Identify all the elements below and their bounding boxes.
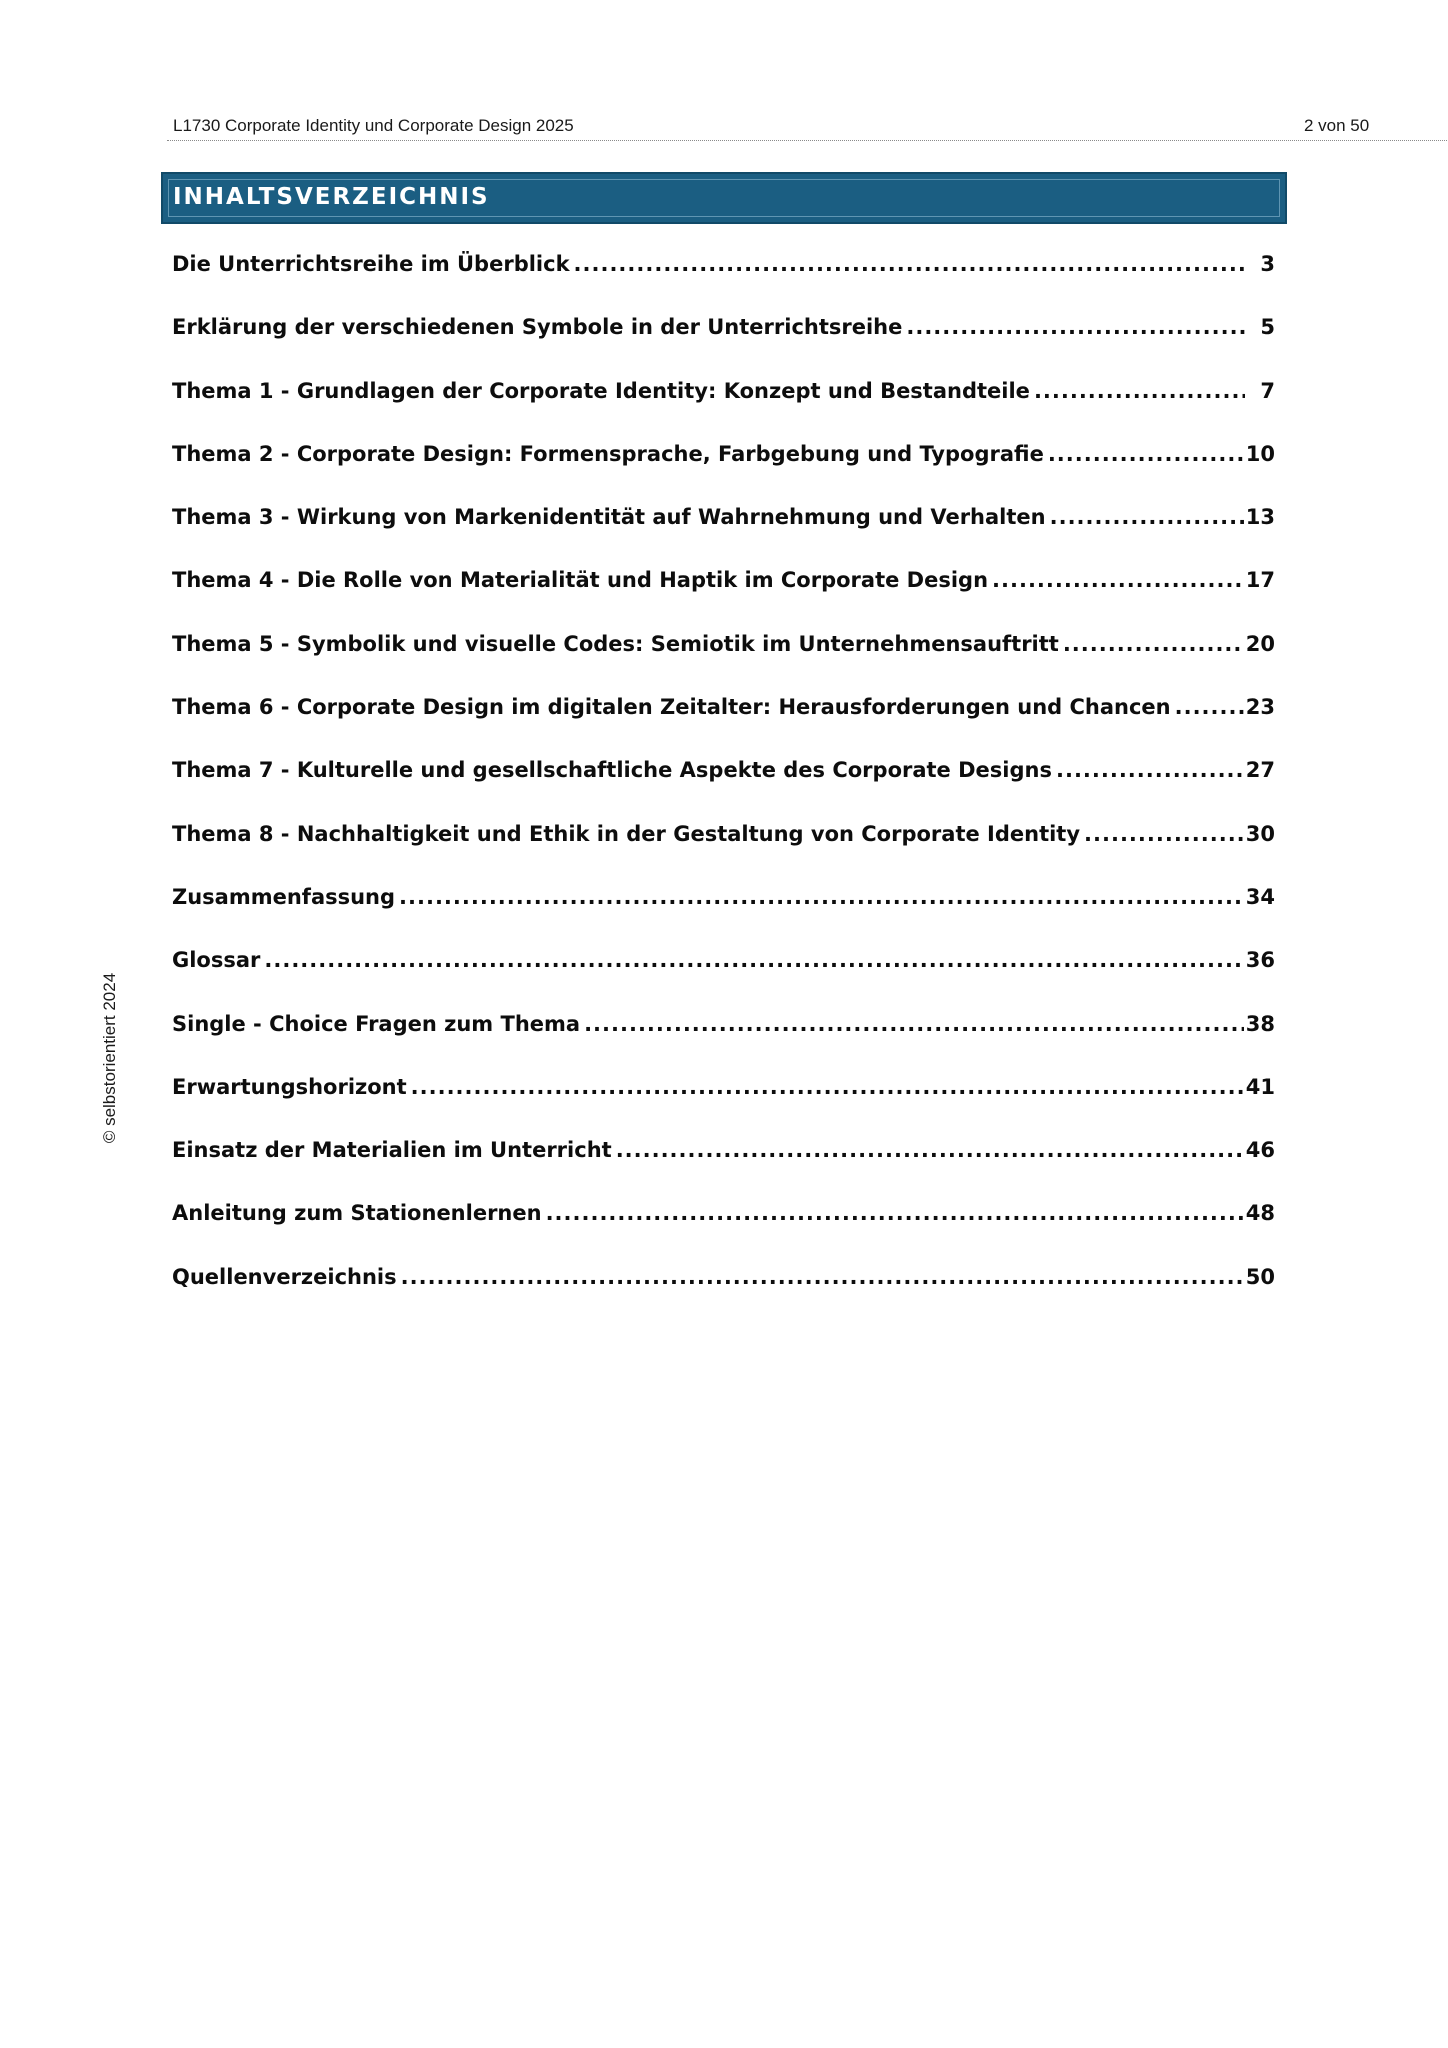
toc-heading: INHALTSVERZEICHNIS: [173, 184, 490, 210]
toc-entry-page: 13: [1245, 505, 1275, 530]
toc-entry-label: Thema 1 - Grundlagen der Corporate Identity: Konzept und Bestandteile: [172, 378, 1030, 403]
toc-entry[interactable]: [172, 1265, 1275, 1328]
toc-entry[interactable]: [172, 948, 1275, 1011]
toc-entry-label: Thema 4 - Die Rolle von Materialität und Haptik im Corporate Design: [172, 568, 989, 593]
toc-dot-leader: [1050, 505, 1244, 529]
toc-entry-page: 10: [1245, 441, 1275, 466]
toc-entry-page: 20: [1245, 631, 1275, 656]
toc-dot-leader: [401, 1265, 1244, 1289]
toc-entry-page: 30: [1245, 821, 1275, 846]
toc-entry-label: Die Unterrichtsreihe im Überblick: [172, 252, 570, 276]
toc-entry-label: Einsatz der Materialien im Unterricht: [172, 1138, 612, 1163]
toc-entry-page: 50: [1245, 1264, 1275, 1289]
page-header: [167, 112, 1447, 141]
toc-entry[interactable]: [172, 1201, 1275, 1264]
toc-entry[interactable]: [172, 1138, 1275, 1201]
toc-entry-page: 46: [1245, 1138, 1275, 1163]
toc-entry-page: 7: [1260, 378, 1275, 403]
toc-entry[interactable]: [172, 568, 1275, 631]
toc-entry-label: Anleitung zum Stationenlernen: [172, 1201, 542, 1226]
toc-entry-page: 5: [1260, 315, 1275, 340]
toc-dot-leader: [616, 1138, 1244, 1162]
toc-dot-leader: [1175, 695, 1244, 719]
document-title: L1730 Corporate Identity und Corporate Design 2025: [173, 116, 574, 135]
toc-dot-leader: [264, 948, 1243, 972]
toc-entry[interactable]: [172, 758, 1275, 821]
toc-dot-leader: [1084, 822, 1244, 846]
toc-entry-page: 41: [1245, 1074, 1275, 1099]
toc-entry[interactable]: [172, 252, 1275, 315]
toc-entry-page: 34: [1245, 884, 1275, 909]
toc-entry-label: Thema 8 - Nachhaltigkeit und Ethik in der Gestaltung von Corporate Identity: [172, 821, 1081, 846]
toc-dot-leader: [399, 885, 1244, 909]
toc-entry-label: Thema 7 - Kulturelle und gesellschaftliche Aspekte des Corporate Designs: [172, 758, 1052, 783]
toc-entry-page: 36: [1245, 948, 1275, 973]
toc-entry-label: Erwartungshorizont: [172, 1074, 407, 1099]
toc-entry-page: 3: [1260, 252, 1275, 276]
toc-dot-leader: [992, 568, 1244, 592]
toc-dot-leader: [1048, 442, 1244, 466]
toc-entry-page: 23: [1245, 695, 1275, 720]
toc-dot-leader: [584, 1012, 1244, 1036]
toc-entry-label: Thema 6 - Corporate Design im digitalen Zeitalter: Herausforderungen und Chancen: [172, 695, 1171, 720]
toc-entry[interactable]: [172, 822, 1275, 885]
table-of-contents: [172, 252, 1275, 1328]
toc-entry-label: Quellenverzeichnis: [172, 1264, 397, 1289]
toc-entry-page: 17: [1245, 568, 1275, 593]
toc-entry-page: 27: [1245, 758, 1275, 783]
copyright-notice: © selbstorientiert 2024: [100, 972, 119, 1144]
toc-entry-label: Erklärung der verschiedenen Symbole in der Unterrichtsreihe: [172, 315, 903, 340]
toc-entry-label: Thema 2 - Corporate Design: Formensprache, Farbgebung und Typografie: [172, 441, 1044, 466]
toc-entry[interactable]: [172, 505, 1275, 568]
toc-dot-leader: [1034, 379, 1245, 403]
toc-entry[interactable]: [172, 1075, 1275, 1138]
toc-entry[interactable]: [172, 695, 1275, 758]
toc-dot-leader: [906, 315, 1245, 339]
toc-entry[interactable]: [172, 315, 1275, 378]
toc-entry-page: 38: [1245, 1011, 1275, 1036]
toc-entry[interactable]: [172, 885, 1275, 948]
toc-dot-leader: [546, 1201, 1244, 1225]
toc-entry-label: Zusammenfassung: [172, 884, 396, 909]
toc-entry[interactable]: [172, 379, 1275, 442]
toc-entry-page: 48: [1245, 1201, 1275, 1226]
toc-dot-leader: [411, 1075, 1244, 1099]
page-number: 2 von 50: [1304, 116, 1370, 135]
toc-entry-label: Single - Choice Fragen zum Thema: [172, 1011, 581, 1036]
toc-entry[interactable]: [172, 1012, 1275, 1075]
toc-entry[interactable]: [172, 442, 1275, 505]
toc-dot-leader: [574, 252, 1245, 276]
toc-entry[interactable]: [172, 632, 1275, 695]
toc-entry-label: Thema 5 - Symbolik und visuelle Codes: Semiotik im Unternehmensauftritt: [172, 631, 1059, 656]
toc-heading-banner: [161, 172, 1287, 224]
toc-dot-leader: [1063, 632, 1244, 656]
toc-dot-leader: [1056, 758, 1244, 782]
toc-entry-label: Thema 3 - Wirkung von Markenidentität auf Wahrnehmung und Verhalten: [172, 505, 1046, 530]
toc-entry-label: Glossar: [172, 948, 261, 973]
